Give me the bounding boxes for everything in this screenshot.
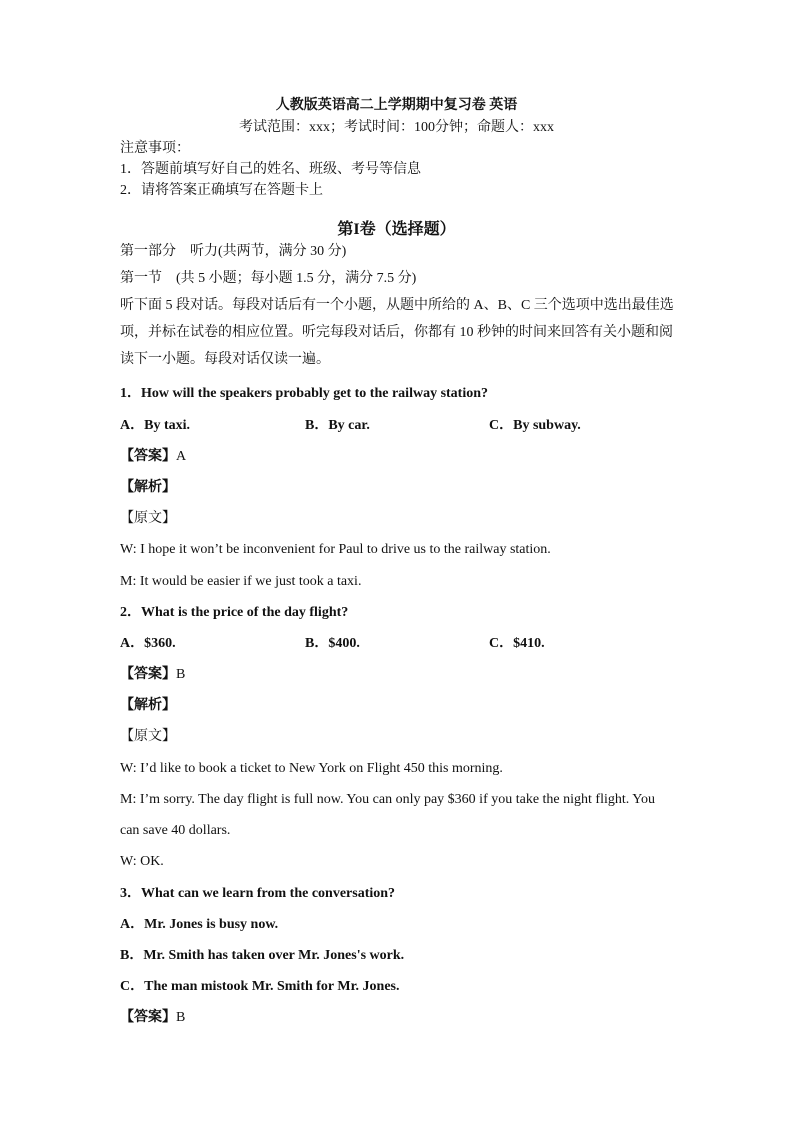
analysis-label: 【解析】 (120, 698, 176, 713)
transcript-line: can save 40 dollars. (120, 823, 231, 838)
question-stem: 2．What is the price of the day flight? (120, 605, 349, 620)
note-item: 1．答题前填写好自己的姓名、班级、考号等信息 (120, 162, 421, 177)
answer-row (120, 666, 185, 684)
answer-value: B (176, 667, 186, 682)
option-c: C．$410. (489, 636, 545, 651)
answer-label: 【答案】 (120, 667, 176, 682)
transcript-line: M: It would be easier if we just took a taxi. (120, 574, 362, 589)
transcript-line: W: I’d like to book a ticket to New York on Flight 450 this morning. (120, 761, 503, 776)
option-c: C．By subway. (489, 418, 581, 433)
answer-row (120, 448, 186, 466)
transcript-line: M: I’m sorry. The day flight is full now. You can only pay $360 if you take the night flight. You (120, 792, 655, 807)
note-item: 2．请将答案正确填写在答题卡上 (120, 183, 323, 198)
option-a: A．By taxi. (120, 418, 190, 433)
answer-label: 【答案】 (120, 1010, 176, 1025)
section-part: 第一部分 听力(共两节，满分 30 分) (120, 244, 347, 259)
instructions-line: 项，并标在试卷的相应位置。听完每段对话后，你都有 10 秒钟的时间来回答有关小题和阅 (120, 325, 673, 340)
analysis-label: 【解析】 (120, 480, 176, 495)
answer-value: A (176, 449, 187, 464)
option-b: B．Mr. Smith has taken over Mr. Jones's work. (120, 948, 405, 963)
transcript-line: W: OK. (120, 854, 164, 869)
answer-label: 【答案】 (120, 449, 176, 464)
option-b: B．$400. (305, 636, 360, 651)
answer-row (120, 1009, 185, 1027)
answer-value: B (176, 1010, 186, 1025)
part-title: 第I卷（选择题） (337, 221, 456, 238)
original-label: 【原文】 (120, 729, 176, 744)
section-sub: 第一节 (共 5 小题；每小题 1.5 分，满分 7.5 分) (120, 271, 417, 286)
document-title: 人教版英语高二上学期期中复习卷 英语 (275, 98, 518, 113)
option-a: A．$360. (120, 636, 176, 651)
original-label: 【原文】 (120, 511, 176, 526)
option-a: A．Mr. Jones is busy now. (120, 917, 279, 932)
instructions-line: 听下面 5 段对话。每段对话后有一个小题，从题中所给的 A、B、C 三个选项中选出最佳选 (120, 298, 674, 313)
exam-info: 考试范围：xxx；考试时间：100分钟；命题人：xxx (239, 120, 554, 135)
instructions-line: 读下一小题。每段对话仅读一遍。 (120, 352, 330, 367)
transcript-line: W: I hope it won’t be inconvenient for Paul to drive us to the railway station. (120, 542, 551, 557)
option-c: C．The man mistook Mr. Smith for Mr. Jones. (120, 979, 400, 994)
question-stem: 3．What can we learn from the conversation? (120, 886, 396, 901)
question-stem: 1．How will the speakers probably get to the railway station? (120, 386, 489, 401)
notes-heading: 注意事项： (120, 141, 190, 156)
option-b: B．By car. (305, 418, 370, 433)
